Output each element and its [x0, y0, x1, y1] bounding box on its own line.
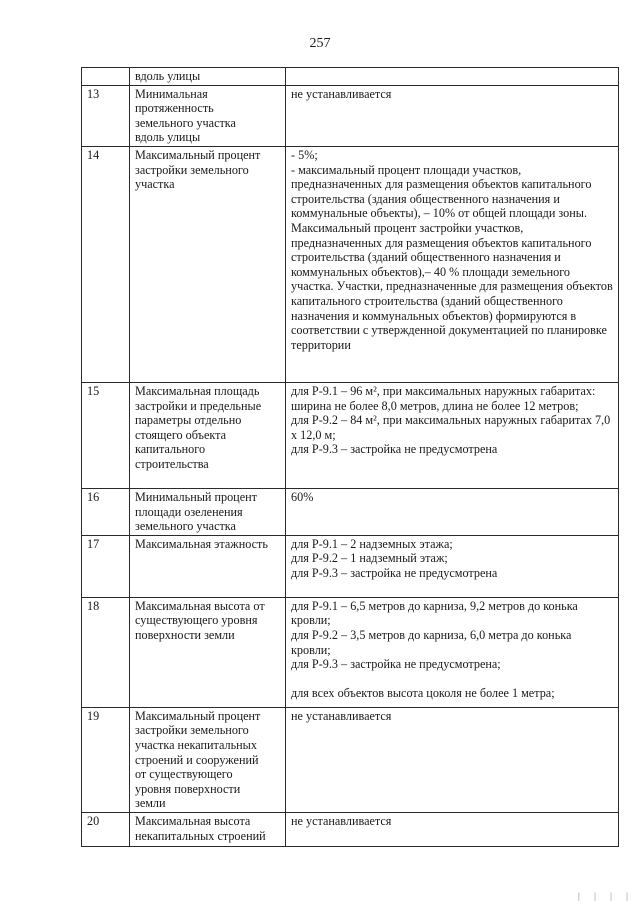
parameter-name-line: площади озеленения: [135, 504, 243, 519]
parameter-value-line: 60%: [291, 489, 314, 504]
parameter-value: [286, 382, 619, 488]
parameter-value-line: для всех объектов высота цоколя не более 1 метра;: [291, 686, 555, 701]
parameter-name-line: строительства: [135, 456, 209, 471]
page-number: 257: [309, 36, 331, 51]
row-number: 16: [82, 488, 130, 535]
table-row: [82, 85, 619, 146]
parameter-name: [130, 146, 286, 382]
parameter-name-line: уровня поверхности: [135, 781, 241, 796]
parameter-name-line: Максимальный процент: [135, 708, 261, 723]
parameter-value-line: для Р-9.3 – застройка не предусмотрена;: [291, 657, 501, 672]
parameter-value: [286, 488, 619, 535]
parameter-name-line: параметры отдельно: [135, 413, 242, 428]
parameter-name: [130, 535, 286, 597]
parameter-value-line: для Р-9.3 – застройка не предусмотрена: [291, 565, 498, 580]
parameter-value-line: [291, 672, 614, 687]
parameter-name-line: Максимальная высота: [135, 813, 251, 828]
parameter-value-line: для Р-9.1 – 2 надземных этажа;: [291, 536, 453, 551]
parameter-name-line: поверхности земли: [135, 627, 235, 642]
parameter-value-line: для Р-9.2 – 3,5 метров до карниза, 6,0 метра до конька кровли;: [291, 627, 572, 657]
table-row: [82, 146, 619, 382]
row-number: [82, 68, 130, 86]
parameter-name-line: участка некапитальных: [135, 737, 257, 752]
parameter-value-line: - 5%;: [291, 147, 318, 162]
parameter-name-line: вдоль улицы: [135, 69, 201, 83]
parameter-name-line: существующего уровня: [135, 613, 258, 628]
row-number: 14: [82, 146, 130, 382]
parameter-name-line: протяженность: [135, 101, 214, 116]
row-number: 20: [82, 812, 130, 846]
parameter-name: [130, 597, 286, 707]
table-row: [82, 535, 619, 597]
parameter-value-line: не устанавливается: [291, 813, 392, 828]
parameter-value-line: для Р-9.1 – 96 м², при максимальных наружных габаритах: ширина не более 8,0 метров, длина не более 12 метров;: [291, 383, 596, 413]
scan-mark: | | | |: [578, 891, 634, 901]
parameter-name-line: капитального: [135, 442, 206, 457]
table-row: [82, 812, 619, 846]
parameter-value-line: - максимальный процент площади участков, предназначенных для размещения объектов капитального строительства (здания общественного назначения и коммунальные объекты), – 10% от общей площади зоны. Максимальный процент застройки участков, предназначенных для размещения объектов капитального строительства (зданий общественного назначения и коммунальных объектов),– 40 % площади земельного участка. Участки, предназначенные для размещения объектов капитального строительства (зданий общественного назначения и коммунальных объектов) формируются в соответствии с утвержденной документацией по планировке территории: [291, 162, 613, 352]
parameter-name-line: земельного участка: [135, 519, 236, 534]
parameter-name-line: земельного участка: [135, 115, 236, 130]
parameter-name-line: стоящего объекта: [135, 427, 227, 442]
table-row: [82, 707, 619, 812]
parameter-name-line: участка: [135, 177, 175, 192]
parameter-value-line: для Р-9.1 – 6,5 метров до карниза, 9,2 метров до конька кровли;: [291, 598, 578, 628]
parameter-value-line: не устанавливается: [291, 708, 392, 723]
parameter-name-line: Максимальная высота от: [135, 598, 265, 613]
parameter-name-line: строений и сооружений: [135, 752, 259, 767]
parameter-name-line: земли: [135, 796, 166, 811]
parameter-value: [286, 707, 619, 812]
table-row: [82, 382, 619, 488]
row-number: 18: [82, 597, 130, 707]
parameter-value-line: для Р-9.3 – застройка не предусмотрена: [291, 442, 498, 457]
parameter-name-line: некапитальных строений: [135, 828, 266, 843]
parameter-name-line: Максимальный процент: [135, 147, 261, 162]
parameter-name: [130, 382, 286, 488]
parameter-name-line: застройки и предельные: [135, 398, 262, 413]
parameter-value-line: для Р-9.2 – 1 надземный этаж;: [291, 551, 448, 566]
parameter-name-line: Максимальная площадь: [135, 383, 260, 398]
table-row: [82, 597, 619, 707]
parameter-value: [286, 812, 619, 846]
parameter-value: [286, 68, 619, 86]
parameter-name: [130, 85, 286, 146]
parameter-value: [286, 146, 619, 382]
parameter-name-line: вдоль улицы: [135, 130, 201, 145]
row-number: 19: [82, 707, 130, 812]
row-number: 17: [82, 535, 130, 597]
parameter-name: [130, 707, 286, 812]
table-row: [82, 68, 619, 86]
parameter-name-line: застройки земельного: [135, 723, 249, 738]
parameter-name-line: Минимальная: [135, 86, 208, 101]
row-number: 13: [82, 85, 130, 146]
parameter-value: [286, 85, 619, 146]
parameter-value: [286, 597, 619, 707]
row-number: 15: [82, 382, 130, 488]
parameter-name-line: от существующего: [135, 767, 233, 782]
parameter-name-line: Минимальный процент: [135, 489, 257, 504]
parameter-value: [286, 535, 619, 597]
parameter-value-line: для Р-9.2 – 84 м², при максимальных наружных габаритах 7,0 х 12,0 м;: [291, 413, 611, 442]
parameter-name-line: Максимальная этажность: [135, 536, 268, 551]
parameters-table: [81, 67, 619, 847]
parameter-name: [130, 68, 286, 86]
parameter-name: [130, 488, 286, 535]
parameter-name-line: застройки земельного: [135, 162, 249, 177]
parameter-value-line: не устанавливается: [291, 86, 392, 101]
table-row: [82, 488, 619, 535]
parameter-name: [130, 812, 286, 846]
